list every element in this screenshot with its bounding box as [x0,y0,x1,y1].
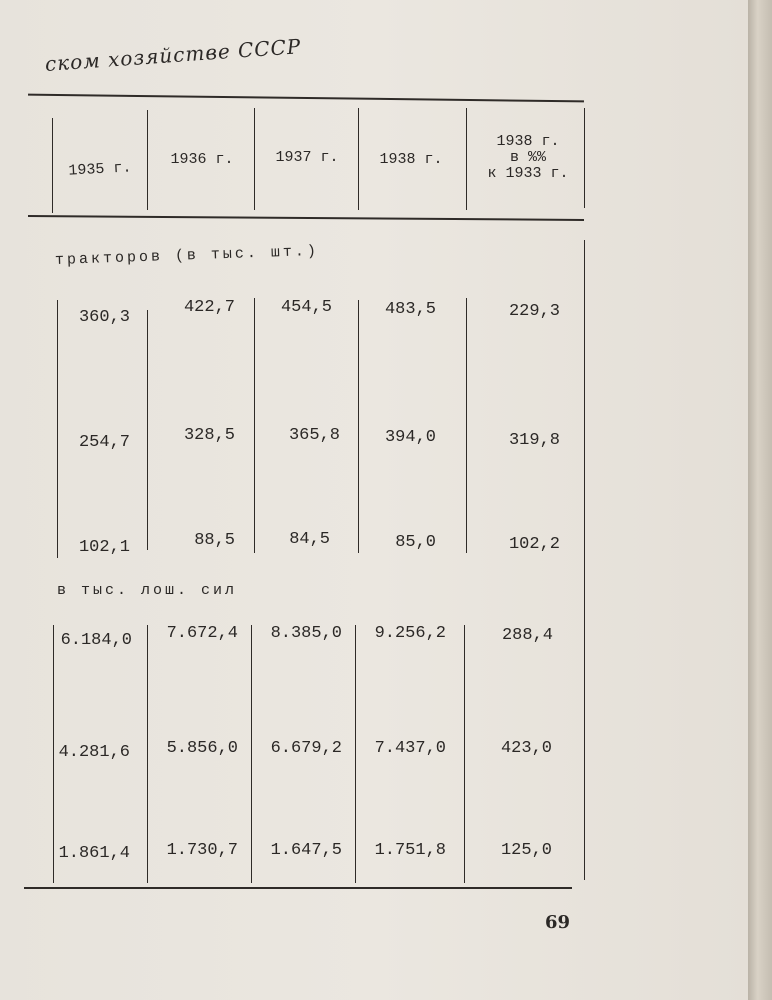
table-cell: 1.647,5 [270,841,342,860]
header-divider [52,118,53,213]
table-cell: 394,0 [384,428,436,447]
header-divider [147,110,148,210]
table-cell: 7.672,4 [166,624,238,643]
column-header: 1935 г. [68,159,132,180]
table-cell: 88,5 [194,531,235,550]
header-divider [254,108,255,210]
page-header: ском хозяйстве СССР [44,34,303,76]
table-cell: 1.730,7 [166,841,238,860]
bottom-rule [24,887,572,889]
table-cell: 4.281,6 [58,743,130,762]
table-cell: 7.437,0 [374,739,446,758]
table-cell: 422,7 [183,298,235,317]
table-cell: 84,5 [289,530,330,549]
table-cell: 254,7 [78,433,130,452]
column-header: 1938 г. [379,151,443,168]
table-cell: 229,3 [508,302,560,321]
section-title: тракторов (в тыс. шт.) [54,242,320,269]
table-cell: 6.679,2 [270,739,342,758]
table-cell: 85,0 [395,533,436,552]
section-title: в тыс. лош. сил [57,582,238,599]
table-cell: 9.256,2 [374,624,446,643]
header-divider [584,108,585,208]
table-cell: 8.385,0 [270,624,342,643]
table-cell: 125,0 [500,841,552,860]
table-cell: 102,2 [508,535,560,554]
table-cell: 328,5 [183,426,235,445]
table-cell: 102,1 [78,538,130,557]
column-rule [584,240,585,880]
column-header: 1937 г. [275,149,339,166]
table-cell: 5.856,0 [166,739,238,758]
table-cell: 288,4 [501,626,553,645]
table-cell: 365,8 [288,426,340,445]
header-divider [466,108,467,210]
column-rule [57,300,58,558]
table-cell: 423,0 [500,739,552,758]
page-number: 69 [545,912,571,933]
table-cell: 6.184,0 [60,631,132,650]
book-edge [748,0,772,1000]
column-header: 1936 г. [170,151,234,168]
header-divider [358,108,359,210]
top-rule [28,94,584,103]
table-cell: 454,5 [280,298,332,317]
table-cell: 1.861,4 [58,844,130,863]
column-rule [358,300,359,553]
table-cell: 319,8 [508,431,560,450]
table-cell: 1.751,8 [374,841,446,860]
header-bottom-rule [28,215,584,221]
table-cell: 483,5 [384,300,436,319]
column-rule [466,298,467,553]
column-header: 1938 г. в %% к 1933 г. [487,133,569,182]
table-cell: 360,3 [78,308,130,327]
